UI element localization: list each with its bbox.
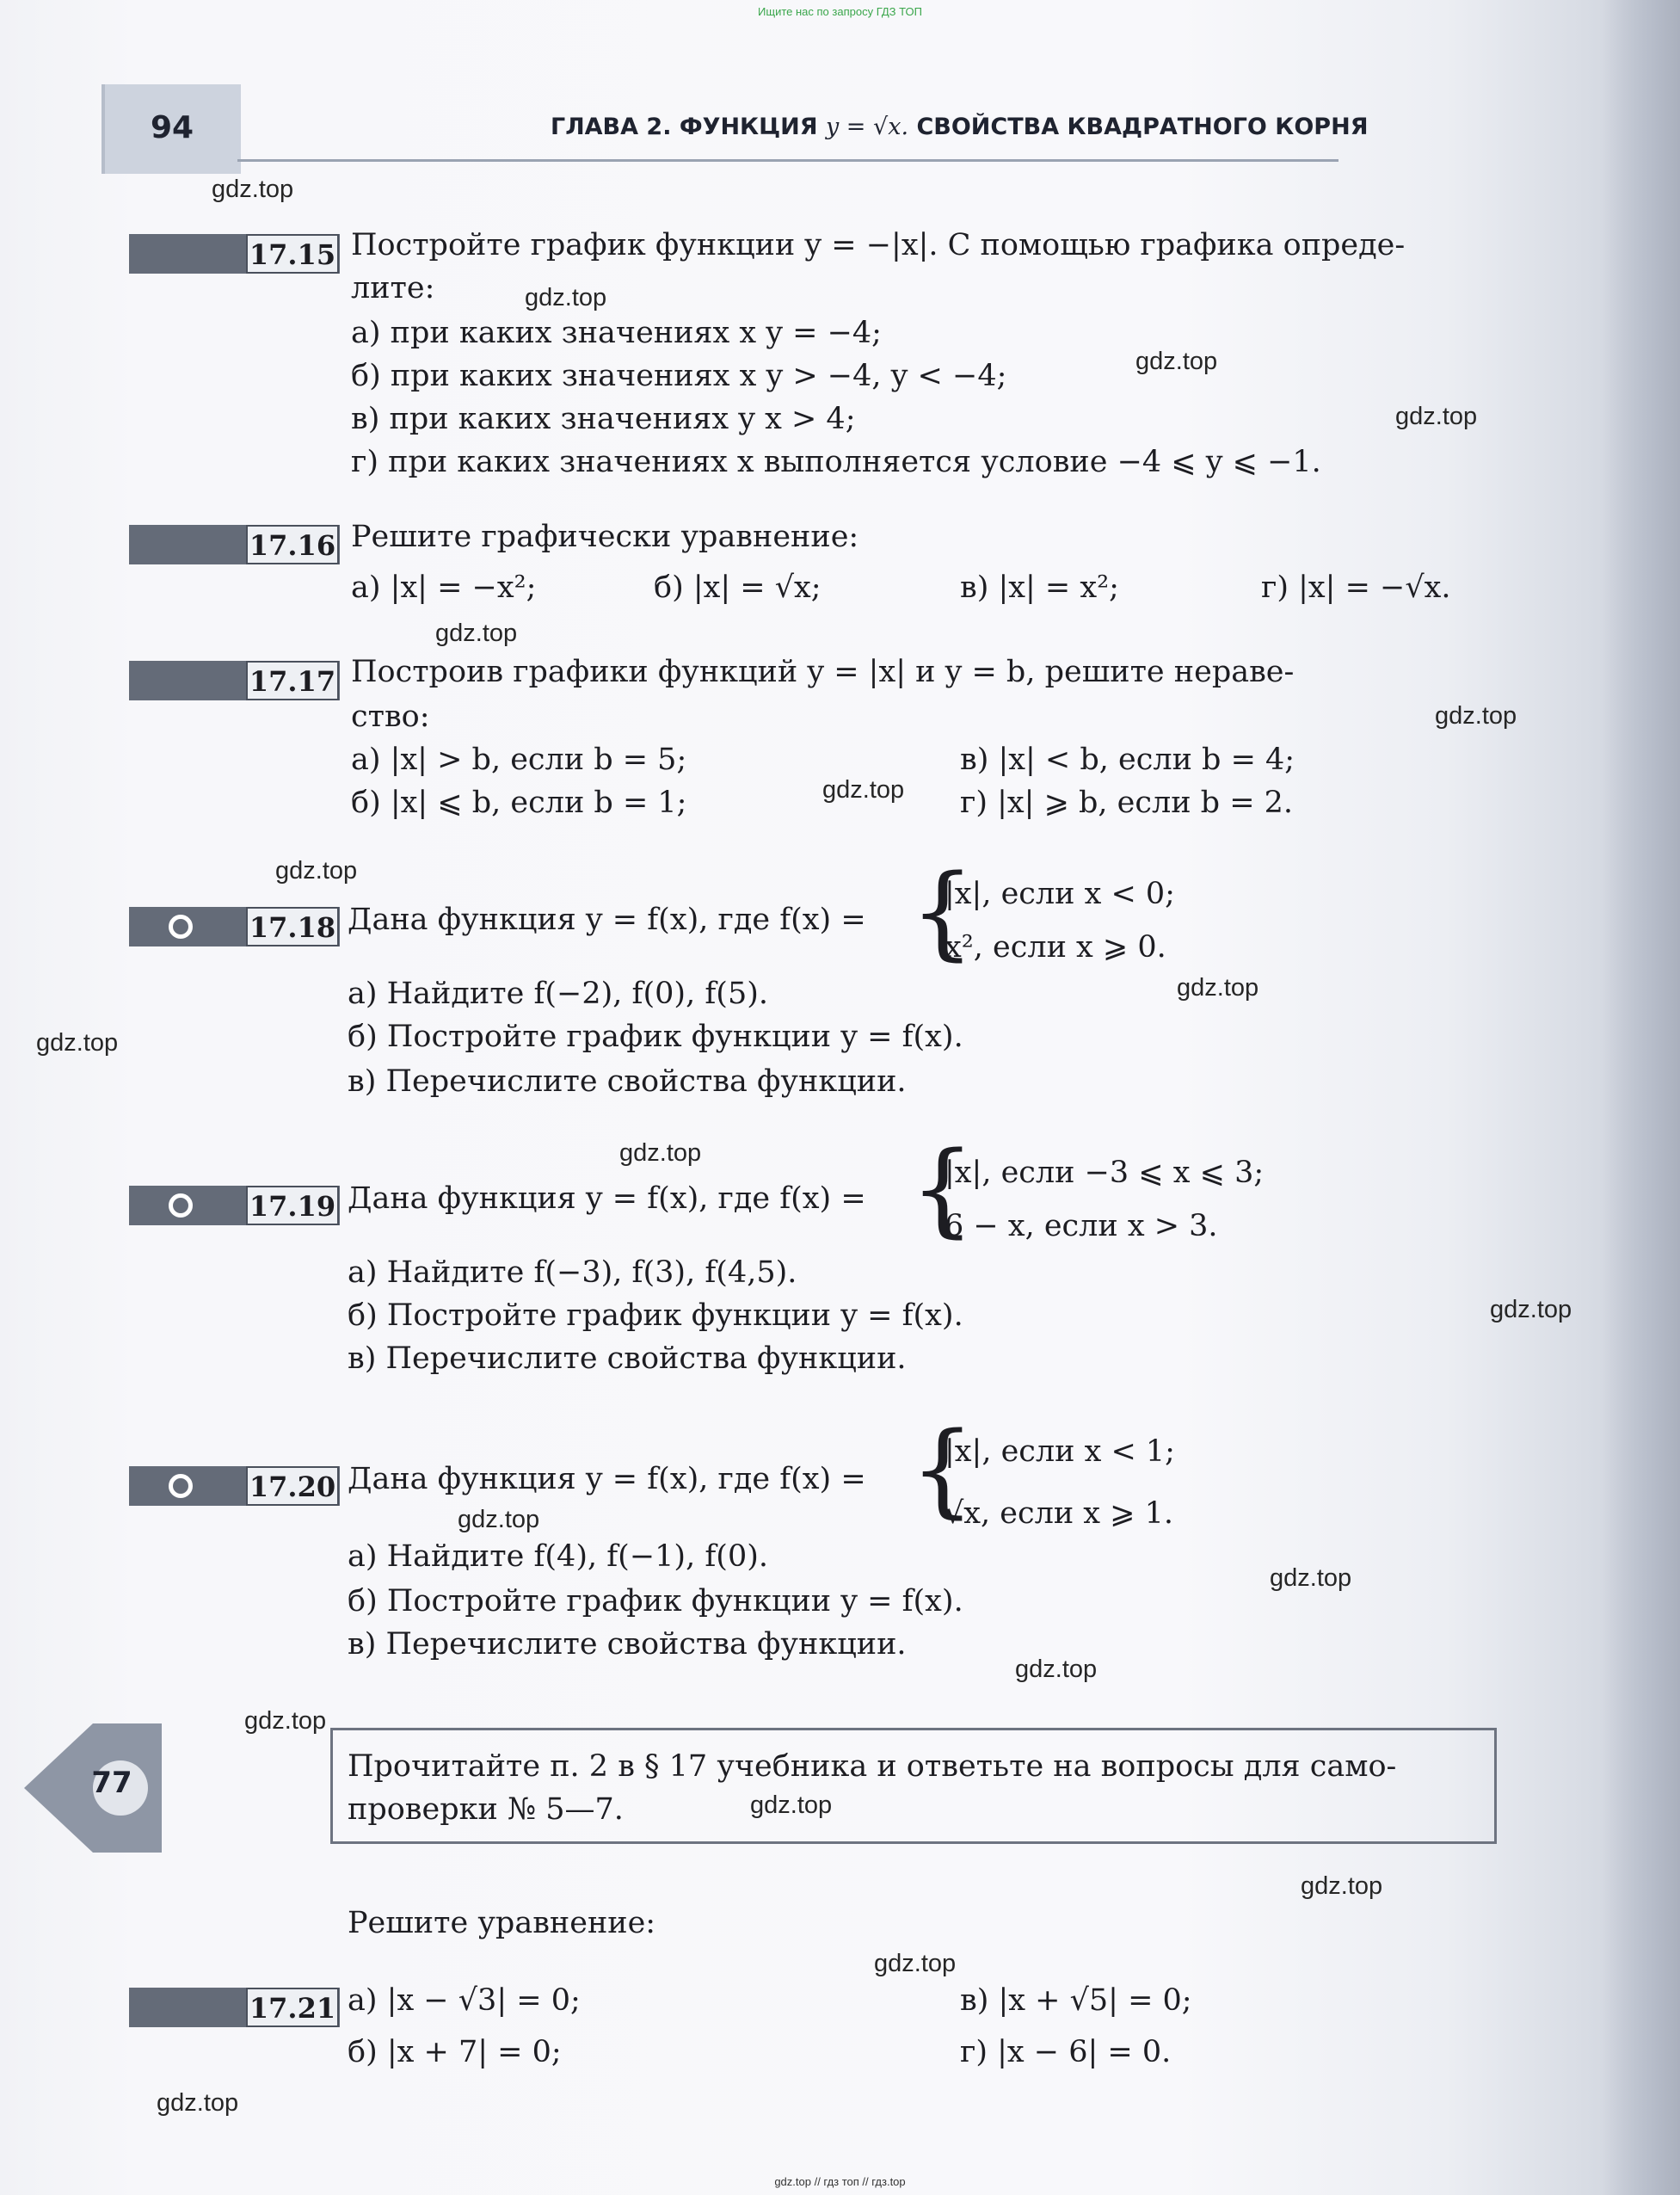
exercise-number: 17.18: [246, 907, 339, 946]
exercise-item: а) |x| = −x²;: [351, 570, 537, 605]
exercise-text: Дана функция y = f(x), где f(x) =: [348, 1462, 866, 1496]
exercise-item: г) при каких значениях x выполняется условие −4 ⩽ y ⩽ −1.: [351, 445, 1321, 479]
page-number: 94: [150, 110, 194, 145]
exercise-item: а) |x| > b, если b = 5;: [351, 743, 687, 777]
exercise-number: 17.16: [246, 525, 339, 564]
exercise-text: Решите графически уравнение:: [351, 520, 859, 554]
header-rule: [237, 159, 1338, 162]
difficulty-circle-icon: [169, 1193, 193, 1218]
exercise-number: 17.15: [246, 234, 339, 274]
question-text: Прочитайте п. 2 в § 17 учебника и ответьте на вопросы для само-: [348, 1749, 1397, 1784]
exercise-item: а) |x − √3| = 0;: [348, 1983, 581, 2018]
exercise-text: Дана функция y = f(x), где f(x) =: [348, 1181, 866, 1216]
exercise-item: б) |x| = √x;: [654, 570, 822, 605]
exercise-item: в) Перечислите свойства функции.: [348, 1341, 907, 1376]
watermark: gdz.top: [619, 1139, 702, 1167]
watermark: gdz.top: [1015, 1655, 1098, 1683]
exercise-number: 17.21: [246, 1988, 339, 2027]
watermark: gdz.top: [212, 176, 294, 203]
exercise-item: а) Найдите f(4), f(−1), f(0).: [348, 1539, 768, 1574]
chapter-rest: СВОЙСТВА КВАДРАТНОГО КОРНЯ: [916, 114, 1369, 140]
watermark: gdz.top: [1395, 403, 1478, 430]
chapter-formula: y = √x.: [825, 114, 909, 140]
piecewise-case: x², если x ⩾ 0.: [945, 930, 1166, 965]
exercise-item: в) Перечислите свойства функции.: [348, 1627, 907, 1662]
exercise-item: в) при каких значениях y x > 4;: [351, 402, 856, 436]
exercise-item: в) Перечислите свойства функции.: [348, 1064, 907, 1099]
exercise-text: Постройте график функции y = −|x|. С помощью графика опреде-: [351, 228, 1406, 262]
exercise-text: ство:: [351, 700, 430, 734]
difficulty-circle-icon: [169, 1474, 193, 1498]
watermark: gdz.top: [36, 1029, 119, 1057]
watermark: gdz.top: [1301, 1872, 1383, 1900]
exercise-item: в) |x + √5| = 0;: [960, 1983, 1192, 2018]
watermark: gdz.top: [458, 1506, 540, 1533]
exercise-item: г) |x − 6| = 0.: [960, 2035, 1172, 2069]
watermark: gdz.top: [750, 1791, 833, 1819]
watermark: gdz.top: [275, 857, 358, 885]
piecewise-case: |x|, если −3 ⩽ x ⩽ 3;: [945, 1156, 1265, 1190]
difficulty-circle-icon: [169, 915, 193, 939]
exercise-item: б) |x + 7| = 0;: [348, 2035, 562, 2069]
piecewise-case: √x, если x ⩾ 1.: [945, 1496, 1174, 1531]
exercise-text: лите:: [351, 271, 435, 305]
piecewise-case: |x|, если x < 1;: [945, 1434, 1175, 1469]
exercise-text: Дана функция y = f(x), где f(x) =: [348, 903, 866, 937]
watermark: gdz.top: [157, 2089, 239, 2117]
chapter-prefix: ГЛАВА 2.: [551, 114, 672, 140]
exercise-number: 17.17: [246, 661, 339, 700]
top-note: Ищите нас по запросу ГДЗ ТОП: [758, 5, 922, 18]
question-number: 77: [91, 1766, 132, 1800]
left-brace-icon: {: [910, 852, 975, 971]
watermark: gdz.top: [822, 776, 905, 804]
watermark: gdz.top: [525, 284, 607, 311]
left-brace-icon: {: [910, 1129, 975, 1248]
watermark: gdz.top: [1270, 1564, 1352, 1592]
exercise-number: 17.19: [246, 1186, 339, 1225]
watermark: gdz.top: [1177, 974, 1259, 1002]
exercise-number: 17.20: [246, 1466, 339, 1506]
piecewise-case: |x|, если x < 0;: [945, 877, 1175, 911]
exercise-item: б) Постройте график функции y = f(x).: [348, 1298, 963, 1333]
watermark: gdz.top: [435, 620, 518, 647]
exercise-item: а) Найдите f(−2), f(0), f(5).: [348, 977, 768, 1011]
left-brace-icon: {: [910, 1409, 975, 1528]
exercise-item: а) Найдите f(−3), f(3), f(4,5).: [348, 1255, 797, 1290]
exercise-item: а) при каких значениях x y = −4;: [351, 316, 882, 350]
piecewise-case: 6 − x, если x > 3.: [945, 1209, 1218, 1243]
watermark: gdz.top: [244, 1707, 327, 1735]
chapter-title: [551, 114, 1369, 140]
page-binding-shadow: [1603, 0, 1680, 2195]
section-heading: Решите уравнение:: [348, 1906, 656, 1940]
exercise-item: в) |x| = x²;: [960, 570, 1119, 605]
bottom-note: gdz.top // гдз топ // гдз.top: [774, 2175, 906, 2188]
question-text: проверки № 5—7.: [348, 1792, 624, 1827]
exercise-item: г) |x| ⩾ b, если b = 2.: [960, 786, 1294, 820]
exercise-item: в) |x| < b, если b = 4;: [960, 743, 1295, 777]
watermark: gdz.top: [1435, 702, 1517, 730]
watermark: gdz.top: [874, 1950, 957, 1977]
watermark: gdz.top: [1490, 1296, 1572, 1323]
exercise-item: г) |x| = −√x.: [1261, 570, 1451, 605]
exercise-text: Построив графики функций y = |x| и y = b, решите нераве-: [351, 655, 1295, 689]
chapter-func: ФУНКЦИЯ: [679, 114, 818, 140]
watermark: gdz.top: [1135, 348, 1218, 375]
exercise-item: б) при каких значениях x y > −4, y < −4;: [351, 359, 1007, 393]
exercise-item: б) |x| ⩽ b, если b = 1;: [351, 786, 687, 820]
exercise-item: б) Постройте график функции y = f(x).: [348, 1020, 963, 1054]
exercise-item: б) Постройте график функции y = f(x).: [348, 1584, 963, 1619]
